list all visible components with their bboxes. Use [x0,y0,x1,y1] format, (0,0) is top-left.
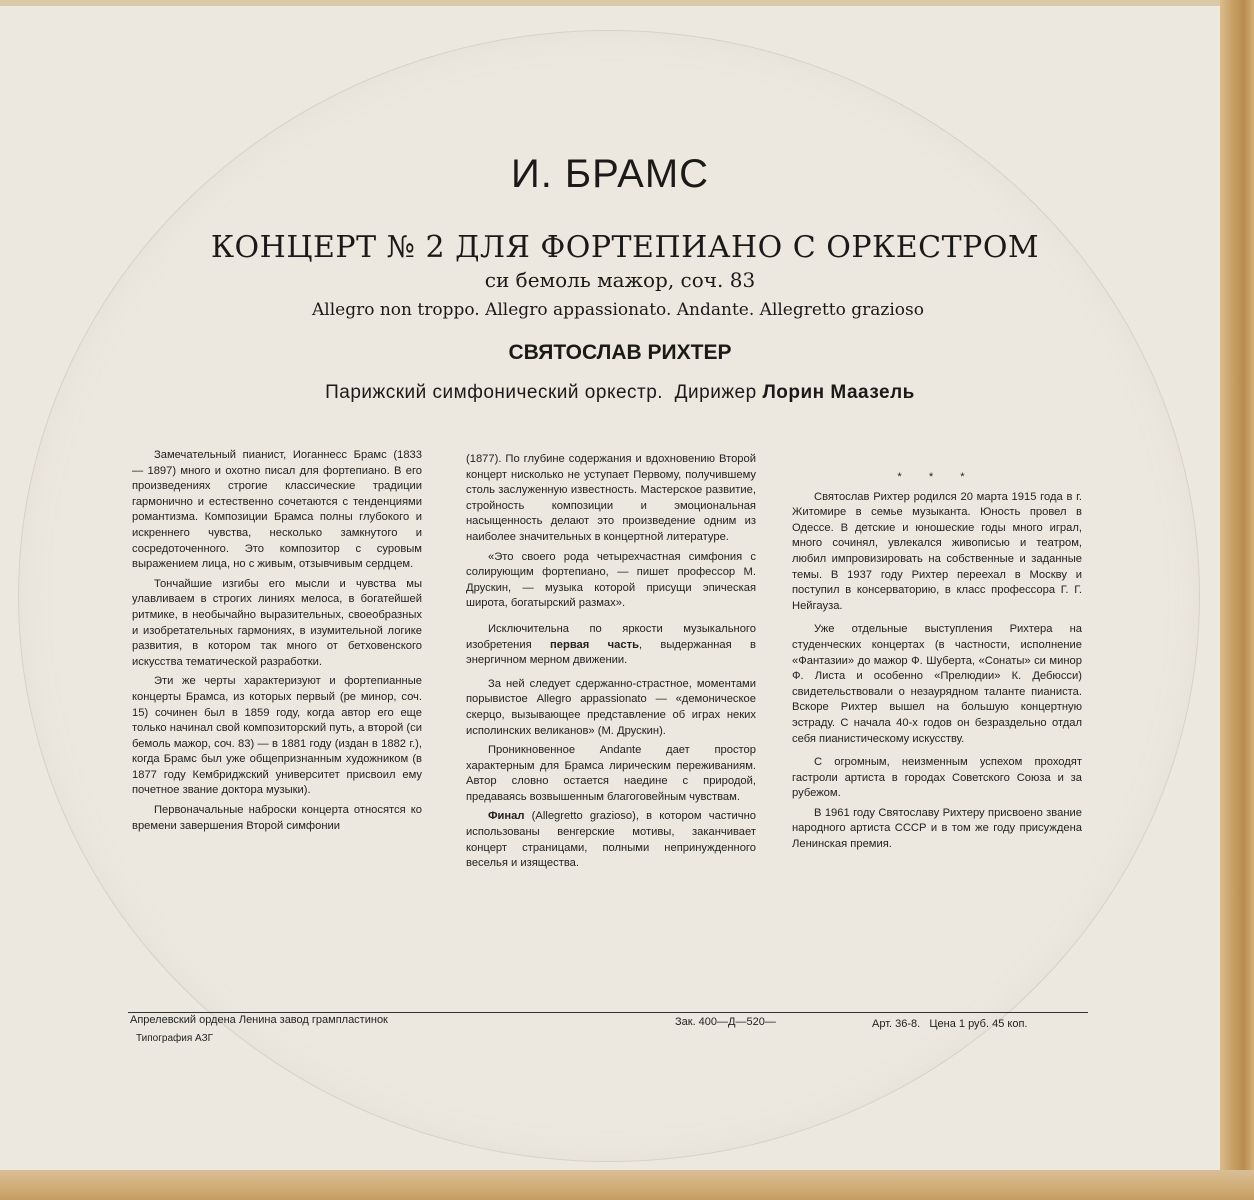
footer-rule [128,1012,1088,1013]
section-divider-stars: * * * [897,471,977,483]
work-title: КОНЦЕРТ № 2 ДЛЯ ФОРТЕПИАНО С ОРКЕСТРОМ [210,230,1040,265]
footer-order-number: Зак. 400—Д—520— [675,1016,776,1028]
text-column-3 [792,470,1082,857]
paragraph: (1877). По глубине содержания и вдохновению Второй концерт нисколько не уступает Первому, получившему столь заслуженную известность. Мастерское развитие, стройность композиции и эмоциональная насыщенность делают это произведение одним из наиболее значительных в концертной литературе. [466,453,756,543]
paragraph [466,622,756,669]
sleeve-top-edge [0,0,1254,6]
text-column-1 [132,448,422,838]
footer-price: Цена 1 руб. 45 коп. [929,1018,1028,1030]
paragraph-bold: Финал [488,810,525,823]
paragraph: Тончайшие изгибы его мысли и чувства мы улавливаем в строгих линиях мелоса, в богатейшей ритмике, в необычайно выразительных, своеобразных и изобретательных гармониях, в изумительной логике развития, в котором так много от бетховенского искусства тематической разработки. [132,577,422,668]
paragraph: В 1961 году Святославу Рихтеру присвоено звание народного артиста СССР и в том же году присуждена Ленинская премия. [792,806,1082,851]
paragraph-text: Исключительна по яркости музыкального изобретения [466,622,756,651]
sleeve-right-edge [1220,0,1254,1200]
paragraph: За ней следует сдержанно-страстное, моментами порывистое Allegro appassionato — «демоническое скерцо, вызывающее представление об играх неких исполинских великанов» (М. Друскин). [466,677,756,737]
footer-article: Арт. 36-8. [872,1018,921,1030]
movements-list: Allegro non troppo. Allegro appassionato. Andante. Allegretto grazioso [312,300,924,320]
orchestra-line [20,382,1220,404]
conductor-label: Дирижер [674,382,757,403]
paragraph: Первоначальные наброски концерта относятся ко времени завершения Второй симфонии [132,804,422,832]
paragraph: Проникновенное Andante дает простор характерным для Брамса лирическим переживаниям. Автор словно остается наедине с природой, предаваясь возвышенным благоговейным чувствам. [466,744,756,803]
paragraph: С огромным, неизменным успехом проходят гастроли артиста в городах Советского Союза и за рубежом. [792,756,1082,800]
orchestra-name: Парижский симфонический оркестр. [325,382,664,403]
paragraph: «Это своего рода четырехчастная симфония с солирующим фортепиано, — пишет профессор М. Друскин, — музыка которой присущи эпическая широта, богатырский размах». [466,550,756,610]
conductor-name: Лорин Маазель [762,382,915,403]
paragraph: Замечательный пианист, Иоганнесс Брамс (1833 — 1897) много и охотно писал для фортепиано. В его произведениях строгие классические традиции гармонично и естественно сочетаются с тенденциями романтизма. Композиции Брамса полны глубокого и искреннего чувства, несколько замкнутого и сосредоточенного. Это композитор с суровым выражением лица, но с живым, отзывчивым сердцем. [132,449,422,571]
footer-plant: Апрелевский ордена Ленина завод грампластинок [130,1014,388,1026]
footer-typography: Типография АЗГ [136,1033,214,1044]
paragraph: Эти же черты характеризуют и фортепианные концерты Брамса, из которых первый (ре минор, соч. 15) сочинен был в 1859 году, когда автор его еще только начинал свой композиторский путь, а второй (си бемоль мажор, соч. 83) — в 1881 году (издан в 1882 г.), когда Брамс был уже общепризнанным художником (в 1877 году Кембриджский университет присвоил ему почетное звание доктора музыки). [132,675,422,797]
paragraph-text: , выдержанная в энергичном мерном движении. [466,638,756,667]
work-key: си бемоль мажор, соч. 83 [484,268,756,292]
text-column-2 [466,452,756,876]
sleeve-bottom-edge [0,1170,1254,1200]
composer-title: И. БРАМС [510,152,710,196]
paragraph: Святослав Рихтер родился 20 марта 1915 года в г. Житомире в семье музыканта. Юность провел в Одессе. В детские и юношеские годы много играл, много сочинял, увлекался живописью и театром, любил импровизировать на собственные и заданные темы. В 1937 году Рихтер переехал в Москву и поступил в консерваторию, в класс профессора Г. Г. Нейгауза. [792,490,1082,612]
paragraph [466,809,756,871]
paragraph-bold: первая часть [550,638,639,651]
paragraph-text: (Allegretto grazioso), в котором частично использованы венгерские мотивы, заканчивает концерт страницами, полными непринужденного веселья и изящества. [466,810,756,870]
paragraph: Уже отдельные выступления Рихтера на студенческих концертах (в частности, исполнение «Фантазии» до мажор Ф. Шуберта, «Сонаты» си минор Ф. Листа и особенно «Прелюдии» К. Дебюсси) свидетельствовали о незаурядном таланте пианиста. Вскоре Рихтер вышел на большую концертную эстраду. С начала 40-х годов он безраздельно отдал себя пианистическому искусству. [792,623,1082,745]
soloist-name: СВЯТОСЛАВ РИХТЕР [508,341,732,364]
footer-article-price [872,1018,1027,1030]
